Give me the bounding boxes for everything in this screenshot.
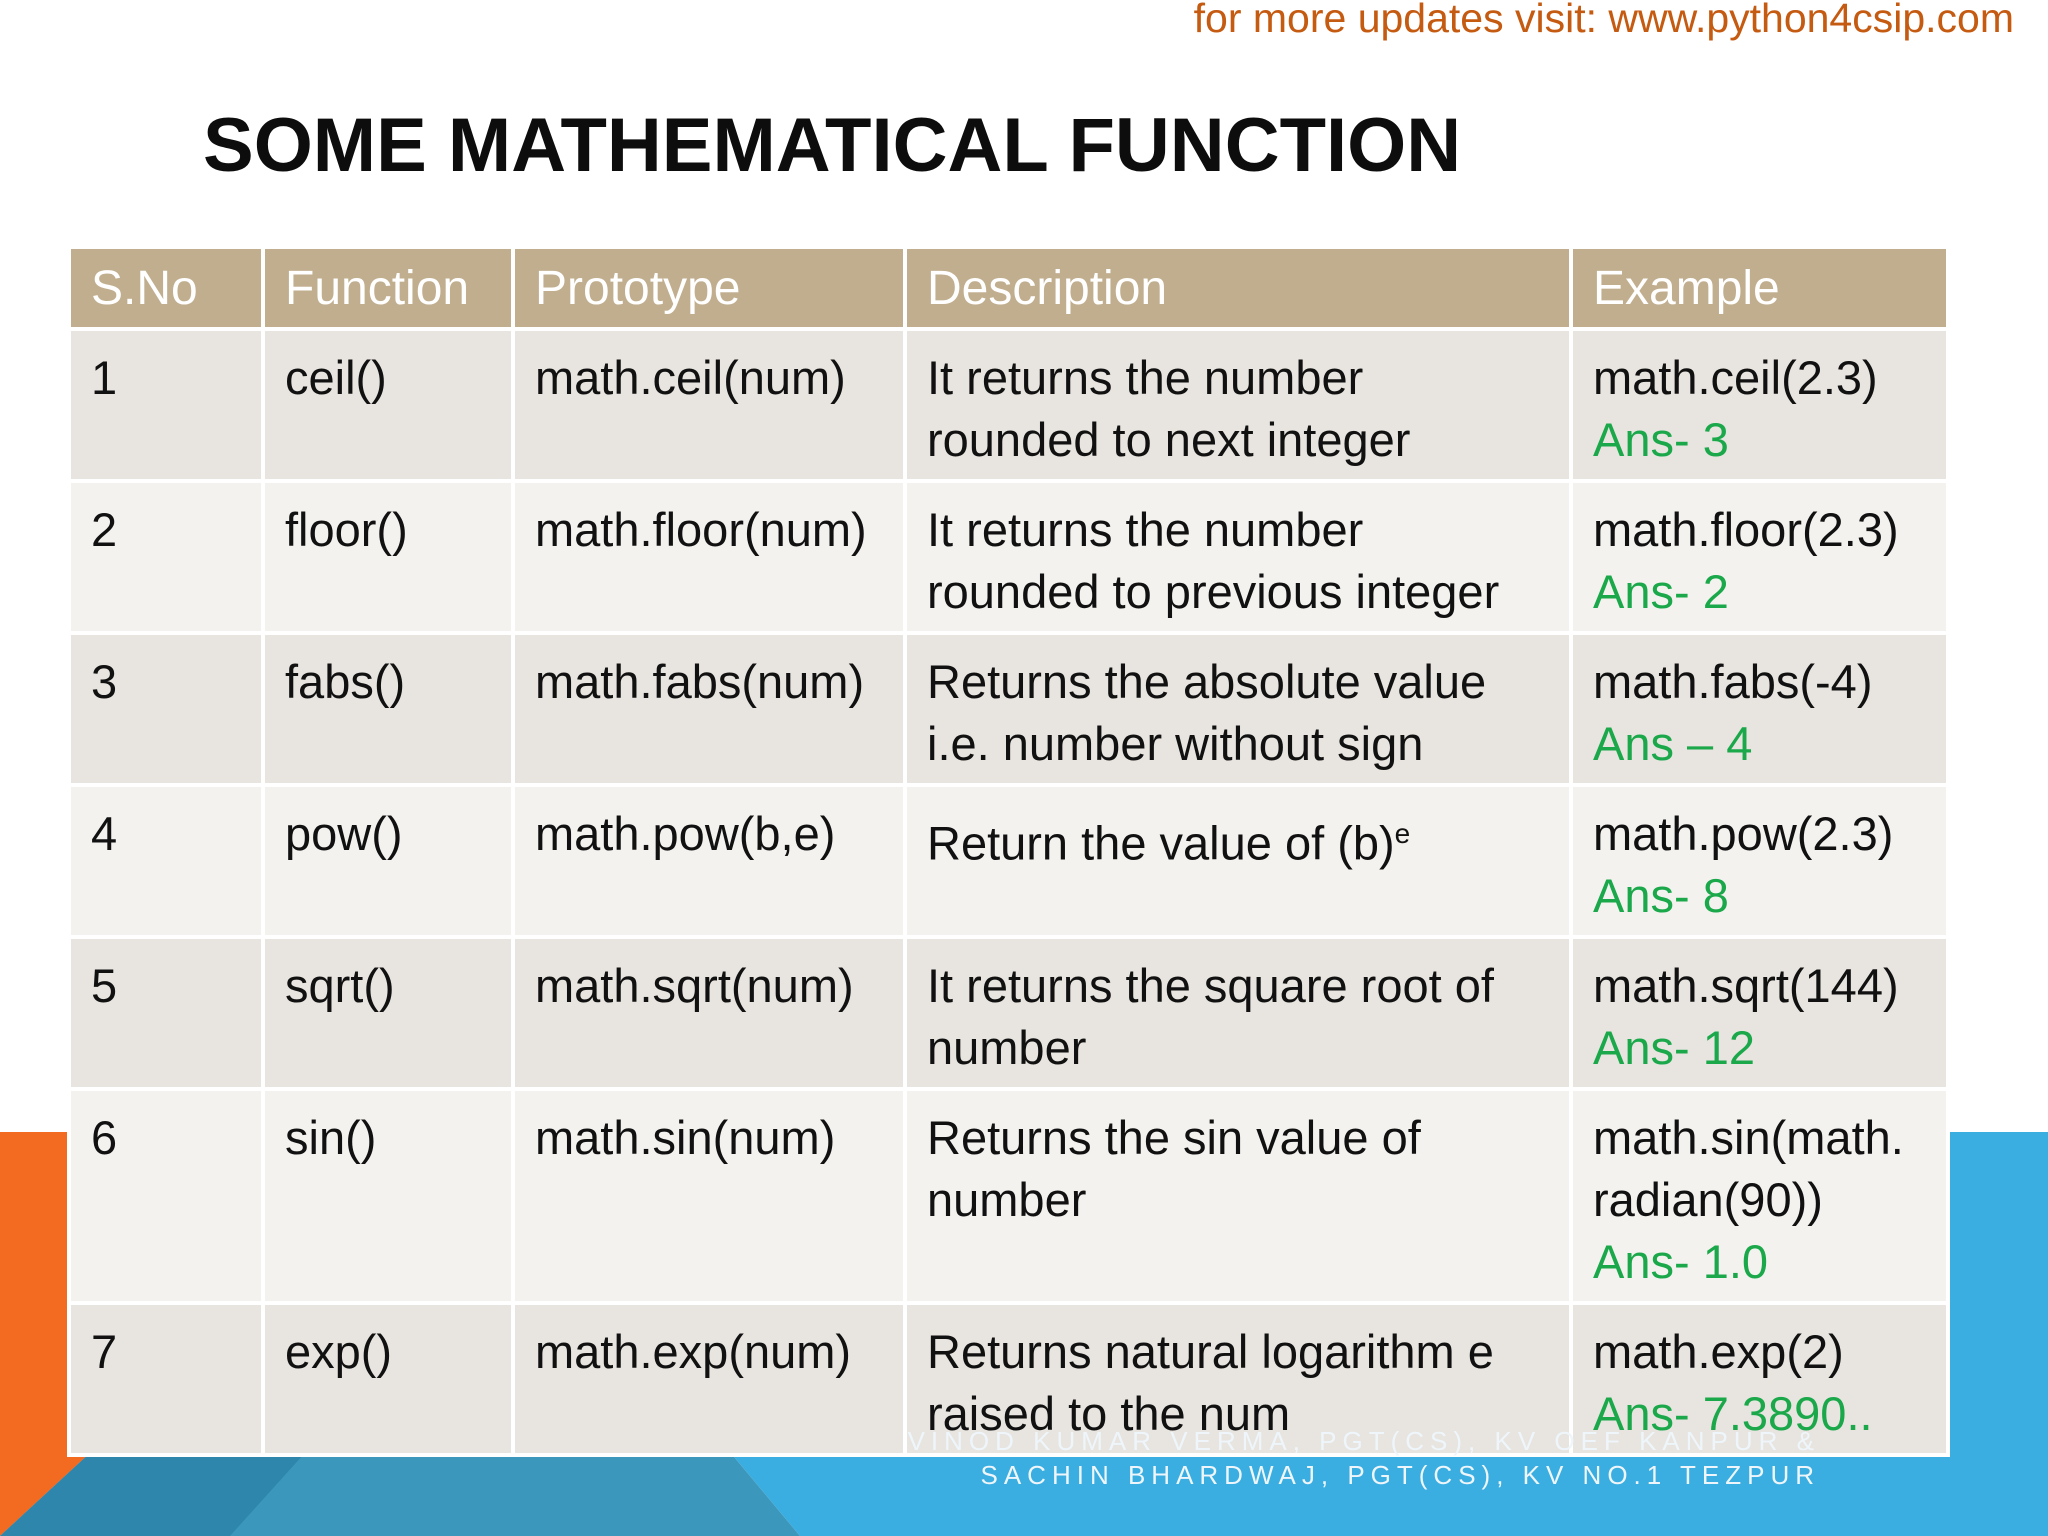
description-line: It returns the square root of [927,959,1494,1012]
table-row [69,481,1948,633]
cell-sno: 1 [69,329,263,481]
description-line: Returns the sin value of [927,1111,1421,1164]
example-answer: Ans- 3 [1593,413,1729,466]
example-answer: Ans- 8 [1593,869,1729,922]
cell-sno: 7 [69,1303,263,1455]
cell-prototype: math.fabs(num) [513,633,905,785]
description-line: rounded to previous integer [927,565,1500,618]
table-row [69,633,1948,785]
cell-function: floor() [263,481,513,633]
cell-function: pow() [263,785,513,937]
description-line: rounded to next integer [927,413,1411,466]
cell-description [905,481,1571,633]
table-row [69,329,1948,481]
cell-sno: 5 [69,937,263,1089]
cell-sno: 6 [69,1089,263,1303]
cell-example [1571,633,1948,785]
example-code: math.sin(math. [1593,1111,1904,1164]
description-line: Returns natural logarithm e [927,1325,1494,1378]
example-answer: Ans- 2 [1593,565,1729,618]
cell-description [905,937,1571,1089]
example-code: math.floor(2.3) [1593,503,1899,556]
cell-description [905,785,1571,937]
example-answer: Ans- 12 [1593,1021,1755,1074]
header-sno: S.No [69,247,263,329]
header-prototype: Prototype [513,247,905,329]
cell-sno: 3 [69,633,263,785]
example-answer: Ans- 1.0 [1593,1235,1769,1288]
credit-line: VINOD KUMAR VERMA, PGT(CS), KV OEF KANPUR & [907,1426,1820,1456]
cell-prototype: math.ceil(num) [513,329,905,481]
cell-description [905,1089,1571,1303]
cell-function: sqrt() [263,937,513,1089]
table-row [69,937,1948,1089]
cell-example [1571,785,1948,937]
example-code: math.sqrt(144) [1593,959,1899,1012]
example-code: math.ceil(2.3) [1593,351,1878,404]
cell-sno: 2 [69,481,263,633]
page-title: SOME MATHEMATICAL FUNCTION [203,103,1462,188]
cell-prototype: math.floor(num) [513,481,905,633]
table-header-row [69,247,1948,329]
example-code: math.pow(2.3) [1593,807,1894,860]
description-line: It returns the number [927,503,1364,556]
example-answer: Ans – 4 [1593,717,1753,770]
description-text: Return the value of (b) [927,816,1395,870]
table-row [69,1089,1948,1303]
cell-example [1571,481,1948,633]
description-line: i.e. number without sign [927,717,1424,770]
cell-prototype: math.exp(num) [513,1303,905,1455]
description-line: number [927,1021,1087,1074]
table-row [69,785,1948,937]
description-line: raised to the num [927,1387,1291,1440]
website-link[interactable]: for more updates visit: www.python4csip.com [1193,0,2014,41]
math-functions-table [67,245,1950,1457]
cell-sno: 4 [69,785,263,937]
cell-function: sin() [263,1089,513,1303]
example-code: math.exp(2) [1593,1325,1844,1378]
cell-prototype: math.pow(b,e) [513,785,905,937]
cell-prototype: math.sqrt(num) [513,937,905,1089]
header-example: Example [1571,247,1948,329]
description-line: Returns the absolute value [927,655,1487,708]
header-function: Function [263,247,513,329]
example-answer: Ans- 7.3890.. [1593,1387,1873,1440]
description-line [927,803,1549,875]
credit-line: SACHIN BHARDWAJ, PGT(CS), KV NO.1 TEZPUR [980,1460,1820,1490]
cell-function: ceil() [263,329,513,481]
cell-function: fabs() [263,633,513,785]
example-code: math.fabs(-4) [1593,655,1873,708]
cell-description [905,633,1571,785]
cell-prototype: math.sin(num) [513,1089,905,1303]
cell-example [1571,329,1948,481]
description-line: number [927,1173,1087,1226]
description-line: It returns the number [927,351,1364,404]
cell-example [1571,937,1948,1089]
author-credits [860,1424,1820,1492]
cell-description [905,329,1571,481]
exponent-superscript: e [1394,818,1411,849]
example-code: radian(90)) [1593,1173,1823,1226]
cell-example [1571,1089,1948,1303]
header-description: Description [905,247,1571,329]
cell-function: exp() [263,1303,513,1455]
